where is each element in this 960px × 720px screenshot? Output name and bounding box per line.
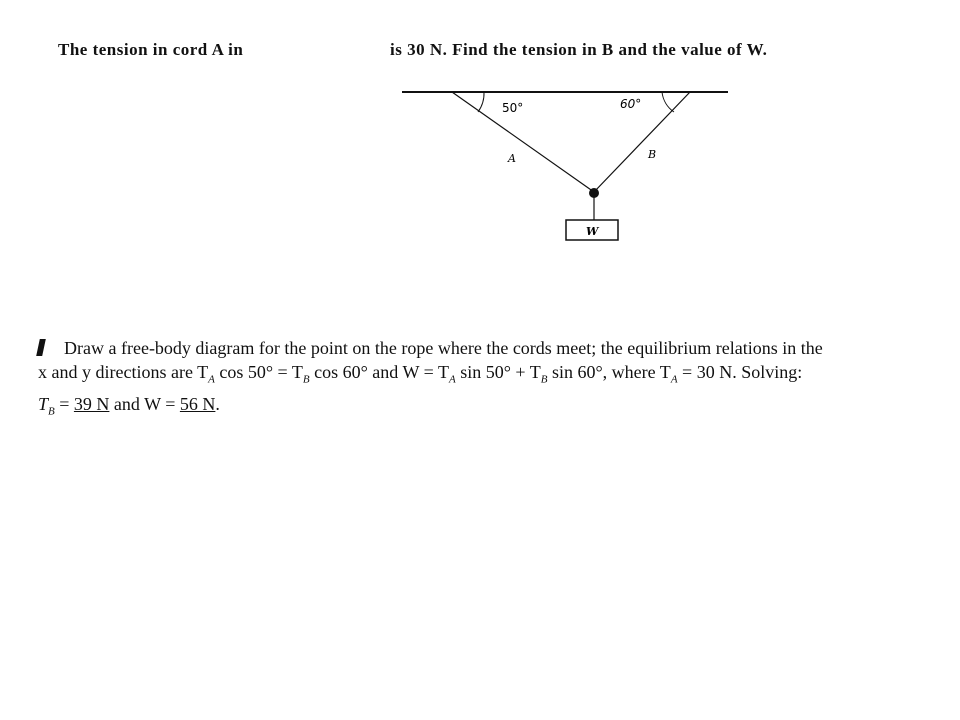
solution-line-2: x and y directions are $T_A$ $\cos 50^\circ = T_B$ cos 60° and $W = T_A$ $\sin 50^\circ + T_B$ sin 60°, where $T_A = 30$ N. Solving: <box>38 362 803 386</box>
solution-marker-icon <box>36 339 46 356</box>
solution-line-1: Draw a free-body diagram for the point on the rope where the cords meet; the equilibrium relations in the <box>38 336 938 360</box>
cord-a-label: A <box>508 152 516 165</box>
answer-w: 56 N <box>179 393 216 414</box>
solution-line-3: $T_B = 39$ N and W = 56 N. <box>38 393 220 418</box>
weight-label: W <box>586 225 599 238</box>
problem-statement-right: is 30 N. Find the tension in B and the value of W. <box>390 40 768 59</box>
problem-statement-left: The tension in cord A in <box>58 40 244 59</box>
angle-b-label: 60° <box>620 97 642 111</box>
cord-b <box>594 92 690 192</box>
cord-diagram <box>400 82 740 247</box>
answer-tb: 39 N <box>73 393 110 414</box>
angle-a-label: 50° <box>502 101 524 115</box>
solution-text <box>38 336 938 423</box>
angle-arc-b <box>662 92 674 112</box>
angle-arc-a <box>478 92 484 112</box>
cord-b-label: B <box>648 148 657 161</box>
